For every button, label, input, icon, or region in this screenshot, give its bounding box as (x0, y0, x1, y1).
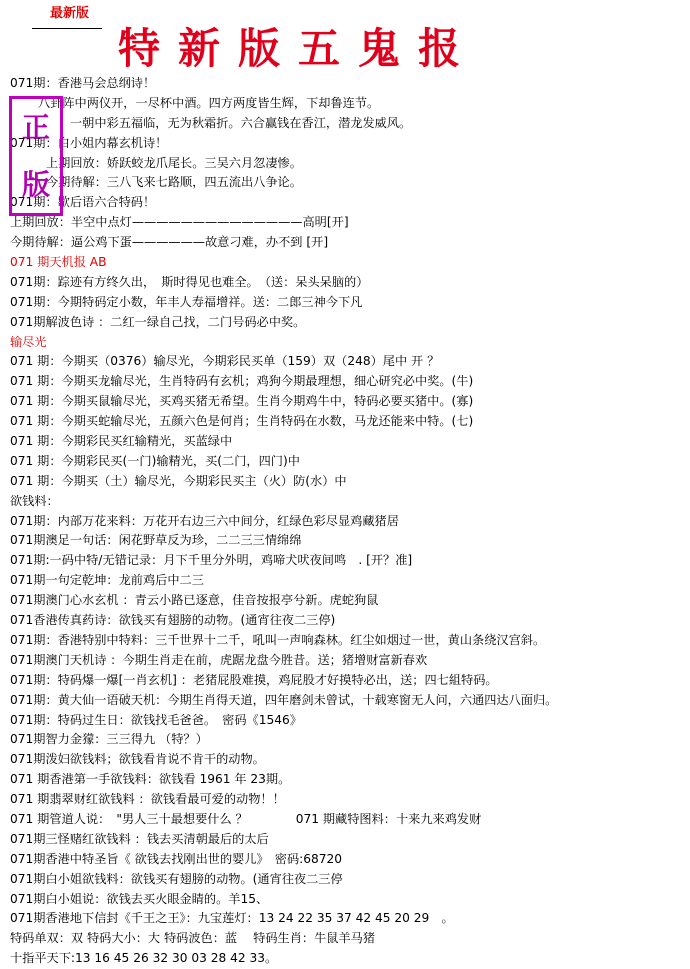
line-text: 071香港传真药诗：欲钱买有翅膀的动物。(通宵往夜二三停) (10, 613, 336, 628)
text-line (10, 711, 688, 731)
line-text: 071 期：今期买鼠输尽光，买鸡买猪无希望。生肖今期鸡牛中，特码必要买猪中。(寡) (10, 394, 474, 409)
text-line (10, 512, 688, 532)
line-text: 上期回放：娇跃蛟龙爪尾长。三吴六月忽凄惨。 (46, 155, 302, 170)
line-text: 071 期香港第一手欲钱料：欲钱看 1961 年 23期。 (10, 772, 291, 787)
line-text: 071期：香港马会总纲诗！ (10, 76, 156, 90)
text-line (10, 193, 688, 213)
edition-badge: 最新版 (50, 6, 90, 21)
line-text: 071 期翡翠财红欲钱料 ：欲钱看最可爱的动物！！ (10, 792, 285, 807)
stamp-char: 版 (21, 167, 50, 201)
text-line (10, 671, 688, 691)
line-text: 今期待解：逼公鸡下蛋——————故意刁难，办不到 [开] (10, 235, 329, 250)
line-text: 上期回放：半空中点灯——————————————高明[开] (10, 215, 349, 230)
text-line (10, 273, 688, 293)
line-text: 071期：香港特别中特料：三千世界十二千，吼叫一声响森林。红尘如烟过一世，黄山条绕汉宫斜。 (10, 632, 546, 647)
line-text: 071期澳门天机诗 ：今期生肖走在前，虎踞龙盘今胜昔。送；猪增财富新春欢 (10, 652, 428, 667)
text-line (10, 372, 688, 392)
text-line (10, 591, 688, 611)
line-text: 071期：特码过生日：欲钱找毛爸爸。 密码《1546》 (10, 712, 302, 727)
line-text: 071期:一码中特/无错记录：月下千里分外明，鸡啼犬吠夜间鸣 . [开？准] (10, 553, 413, 568)
text-line (10, 631, 688, 651)
text-line (10, 134, 688, 154)
text-line (10, 412, 688, 432)
text-line (10, 691, 688, 711)
line-text: 八卦阵中两仪开，一尽杯中酒。四方两度皆生辉，下却鲁连节。 (38, 95, 380, 110)
line-text-extra: 071 期藏特图料：十来九来鸡发财 (295, 811, 482, 826)
text-line (10, 949, 688, 969)
text-line (10, 333, 688, 353)
text-line (10, 870, 688, 890)
text-line (10, 293, 688, 313)
text-line (10, 730, 688, 750)
text-line (10, 929, 688, 949)
line-text: 071 期：今期买（0376）输尽光，今期彩民买单（159）双（248）尾中 开 ？ (10, 354, 440, 369)
line-text: 071期：歇后语六合特码！ (10, 195, 156, 210)
text-line (10, 790, 688, 810)
text-line (10, 571, 688, 591)
line-text: 输尽光 (10, 334, 47, 349)
line-text: 071 期：今期买龙输尽光，生肖特码有玄机；鸡狗今期最理想，细心研究必中奖。(牛) (10, 374, 474, 389)
text-line (10, 472, 688, 492)
line-text: 特码单双：双 特码大小：大 特码波色：蓝 特码生肖：牛鼠羊马猪 (10, 931, 376, 946)
line-text: 071 期：今期买蛇输尽光，五颜六色是何肖；生肖特码在水数，马龙还能来中特。(七) (10, 414, 474, 429)
line-text: 071期香港中特圣旨《 欲钱去找刚出世的婴儿》 密码:68720 (10, 851, 343, 866)
line-text: 071 期天机报 AB (10, 255, 107, 270)
line-text: 071期澳足一句话：闲花野草反为珍，二二三三情绵绵 (10, 533, 302, 548)
line-text: 071期白小姐欲钱料：欲钱买有翅膀的动物。(通宵往夜二三停 (10, 871, 343, 886)
text-line (10, 492, 688, 512)
line-text: 071期解波色诗 ：二红一绿自己找，二门号码必中奖。 (10, 314, 306, 329)
line-text: 071期三怪赌红欲钱料 ：钱去买清朝最后的太后 (10, 831, 269, 846)
text-line (10, 173, 688, 193)
line-text: 071期澳门心水玄机 ：青云小路已逐意，佳音按报亭兮新。虎蛇狗鼠 (10, 593, 379, 608)
line-text: 今期待解：三八飞来七路顺，四五流出八争论。 (46, 175, 302, 190)
line-text: 071 期管道人说： "男人三十最想要什么 ？ (10, 811, 248, 826)
text-line (10, 233, 688, 253)
line-text: 071期白小姐说：欲钱去买火眼金睛的。羊15、 (10, 891, 269, 906)
line-text: 一朝中彩五福临，无为秋霜折。六合赢钱在香江，潜龙发威风。 (70, 115, 412, 130)
line-text: 071 期：今期彩民买红输精光，买蓝绿中 (10, 434, 233, 449)
line-text: 071期：内部万花来料：万花开右边三六中间分，红绿色彩尽显鸡藏猪居 (10, 513, 399, 528)
content-lines (10, 74, 688, 969)
line-text: 071期香港地下信封《千王之王》：九宝莲灯：13 24 22 35 37 42 45 20 29 。 (10, 911, 454, 926)
text-line (10, 850, 688, 870)
text-line (10, 94, 688, 114)
line-text: 欲钱料： (10, 493, 59, 508)
text-line (10, 392, 688, 412)
line-text: 071期一句定乾坤：龙前鸡后中二三 (10, 573, 204, 588)
line-text: 071期：白小姐内幕玄机诗！ (10, 135, 168, 150)
text-line (10, 531, 688, 551)
text-line (10, 750, 688, 770)
line-text: 071期：特码爆一爆[一肖玄机] ：老猪屁股难摸，鸡屁股才好摸特必出，送；四七組特码。 (10, 672, 498, 687)
text-line (10, 253, 688, 273)
line-text: 071期：黄大仙一语破天机：今期生肖得天道，四年磨剑未曾试，十载寒窗无人问，六通四达八面归。 (10, 692, 558, 707)
text-line (10, 313, 688, 333)
line-text: 071 期：今期彩民买(一门)输精光，买(二门，四门)中 (10, 453, 300, 468)
line-text: 071期：踪迹有方终久出， 斯时得见也难全。 （送：呆头呆脑的） (10, 274, 369, 289)
page-title: 特新版五鬼报 (118, 24, 479, 73)
text-line (10, 551, 688, 571)
text-line (10, 651, 688, 671)
text-line (10, 352, 688, 372)
text-line (10, 154, 688, 174)
line-text: 十指平天下:13 16 45 26 32 30 03 28 42 33。 (10, 951, 278, 966)
line-text: 071期：今期特码定小数，年丰人寿福增祥。送：二郎三神今下凡 (10, 294, 363, 309)
text-line (10, 890, 688, 910)
line-text: 071 期：今期买（土）输尽光，今期彩民买主（火）防(水）中 (10, 473, 347, 488)
text-line (10, 830, 688, 850)
text-line (10, 611, 688, 631)
authentic-stamp (9, 96, 63, 216)
stamp-char: 正 (21, 110, 50, 144)
text-line (10, 74, 688, 94)
line-text: 071期智力金獴：三三得九 （特？） (10, 732, 208, 747)
text-line (10, 909, 688, 929)
text-line (10, 452, 688, 472)
text-line (10, 810, 688, 830)
text-line (10, 114, 688, 134)
text-line (10, 770, 688, 790)
text-line (10, 432, 688, 452)
line-text: 071期泼妇欲钱料；欲钱看肯说不肯干的动物。 (10, 752, 265, 767)
text-line (10, 213, 688, 233)
badge-underline (32, 28, 102, 29)
